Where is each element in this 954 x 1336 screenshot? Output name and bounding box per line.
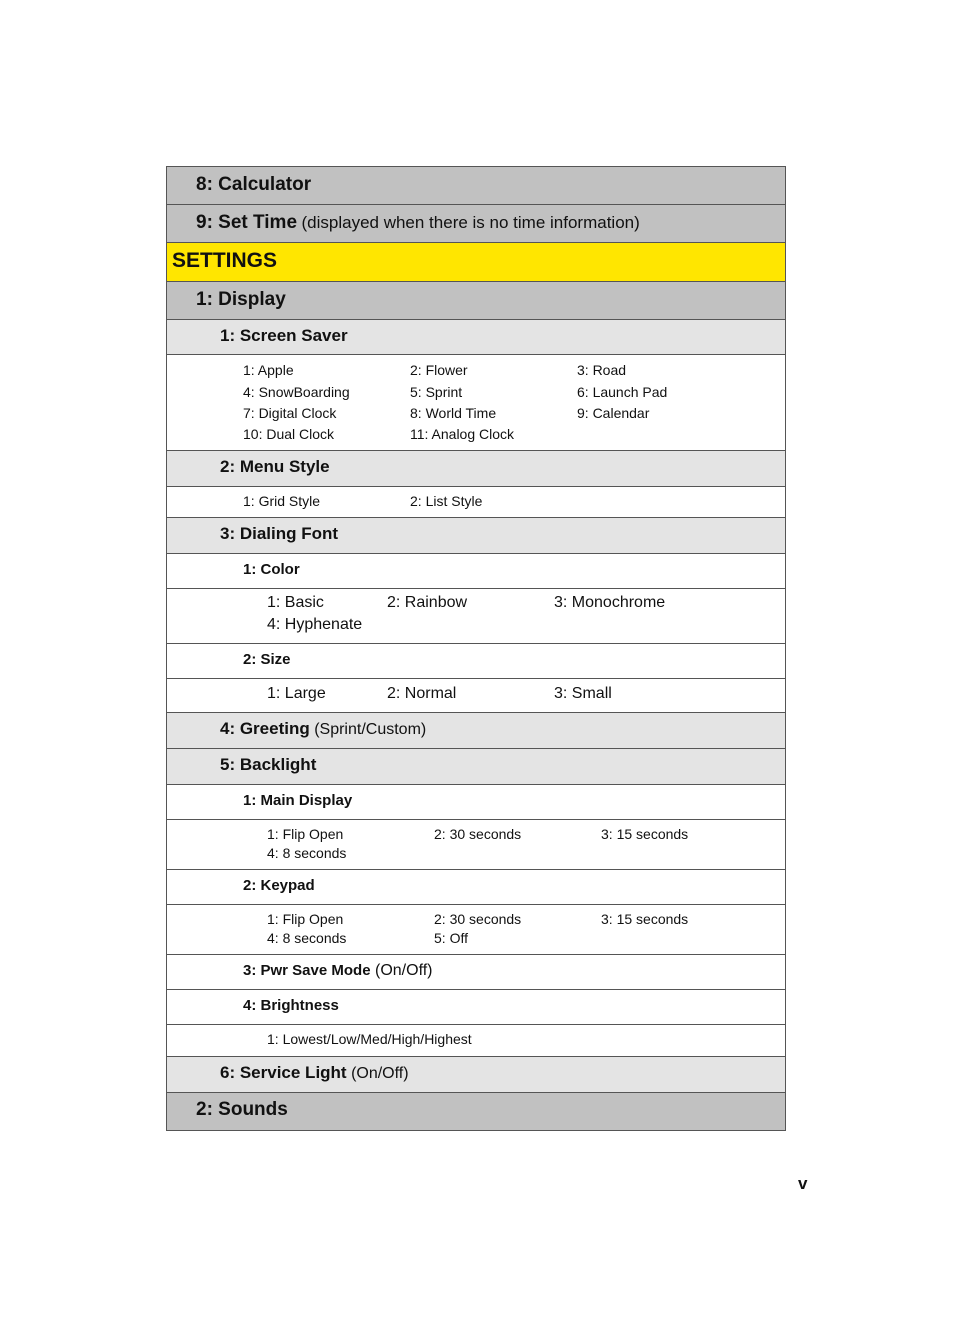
- row-brightness: [167, 990, 785, 1025]
- option-item: 1: Large: [267, 685, 326, 702]
- size-label: 2: Size: [243, 651, 291, 668]
- keypad-label: 2: Keypad: [243, 877, 315, 894]
- option-item: 1: Flip Open: [267, 911, 344, 927]
- option-item: 4: 8 seconds: [267, 930, 347, 946]
- option-item: 9: Calendar: [577, 405, 650, 421]
- option-item: 3: 15 seconds: [601, 826, 689, 842]
- pwr-save-note: (On/Off): [375, 962, 433, 979]
- row-screen-saver-options: [167, 355, 785, 451]
- row-size-options: [167, 679, 785, 713]
- settings-menu-table: [166, 166, 786, 1131]
- row-service-light: [167, 1057, 785, 1093]
- menu-style-label: 2: Menu Style: [220, 457, 330, 476]
- row-greeting: [167, 713, 785, 749]
- option-item: 1: Basic: [267, 594, 324, 611]
- option-item: 5: Off: [434, 930, 468, 946]
- color-label: 1: Color: [243, 561, 300, 578]
- row-main-display-options: [167, 820, 785, 870]
- screen-saver-label: 1: Screen Saver: [220, 326, 348, 345]
- option-item: 6: Launch Pad: [577, 384, 668, 400]
- pwr-save-heading: [243, 962, 433, 980]
- option-item: 4: Hyphenate: [267, 616, 363, 633]
- option-item: 7: Digital Clock: [243, 405, 337, 421]
- option-item: 3: Monochrome: [554, 594, 666, 611]
- page-number: v: [798, 1174, 808, 1193]
- row-color: [167, 554, 785, 589]
- settings-title: SETTINGS: [172, 249, 278, 272]
- set-time-label: 9: Set Time: [196, 212, 298, 233]
- greeting-label: 4: Greeting: [220, 719, 310, 738]
- dialing-font-label: 3: Dialing Font: [220, 524, 339, 543]
- row-menu-style: [167, 451, 785, 487]
- greeting-heading: [220, 719, 426, 739]
- row-screen-saver: [167, 320, 785, 355]
- main-display-label: 1: Main Display: [243, 792, 353, 809]
- row-display: [167, 282, 785, 320]
- display-label: 1: Display: [196, 289, 286, 310]
- set-time-heading: [196, 212, 640, 234]
- row-calculator: [167, 167, 785, 205]
- row-menu-style-options: [167, 487, 785, 518]
- option-item: 8: World Time: [410, 405, 497, 421]
- backlight-label: 5: Backlight: [220, 755, 317, 774]
- calculator-label: 8: Calculator: [196, 174, 312, 195]
- pwr-save-label: 3: Pwr Save Mode: [243, 962, 371, 979]
- set-time-note: (displayed when there is no time information): [301, 213, 640, 232]
- sounds-label: 2: Sounds: [196, 1099, 288, 1120]
- option-item: 3: Small: [554, 685, 612, 702]
- option-item: 5: Sprint: [410, 384, 463, 400]
- option-item: 11: Analog Clock: [410, 426, 515, 442]
- option-item: 1: Apple: [243, 362, 294, 378]
- option-item: 3: 15 seconds: [601, 911, 689, 927]
- option-item: 2: Rainbow: [387, 594, 468, 611]
- row-size: [167, 644, 785, 679]
- option-item: 10: Dual Clock: [243, 426, 335, 442]
- row-keypad-options: [167, 905, 785, 955]
- row-color-options: [167, 589, 785, 644]
- option-item: 2: Flower: [410, 362, 468, 378]
- option-item: 1: Lowest/Low/Med/High/Highest: [267, 1031, 472, 1047]
- option-item: 2: 30 seconds: [434, 911, 522, 927]
- option-item: 1: Grid Style: [243, 493, 321, 509]
- row-pwr-save-mode: [167, 955, 785, 990]
- service-light-heading: [220, 1063, 409, 1083]
- row-sounds: [167, 1093, 785, 1130]
- option-item: 4: 8 seconds: [267, 845, 347, 861]
- row-dialing-font: [167, 518, 785, 554]
- option-item: 2: Normal: [387, 685, 457, 702]
- brightness-label: 4: Brightness: [243, 997, 339, 1014]
- row-backlight: [167, 749, 785, 785]
- option-item: 2: List Style: [410, 493, 483, 509]
- service-light-label: 6: Service Light: [220, 1063, 347, 1082]
- option-item: 3: Road: [577, 362, 627, 378]
- greeting-note: (Sprint/Custom): [314, 721, 427, 738]
- service-light-note: (On/Off): [351, 1065, 409, 1082]
- option-item: 4: SnowBoarding: [243, 384, 350, 400]
- option-item: 1: Flip Open: [267, 826, 344, 842]
- row-set-time: [167, 205, 785, 243]
- row-settings: [167, 243, 785, 282]
- option-item: 2: 30 seconds: [434, 826, 522, 842]
- row-keypad: [167, 870, 785, 905]
- row-brightness-options: [167, 1025, 785, 1057]
- row-main-display: [167, 785, 785, 820]
